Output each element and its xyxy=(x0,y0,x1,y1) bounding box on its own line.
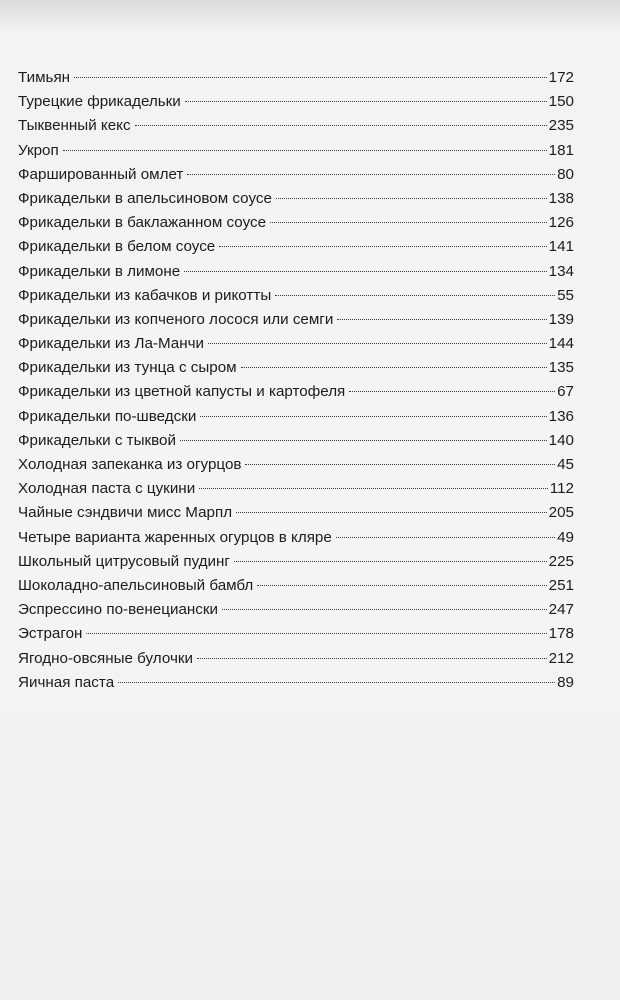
index-entry xyxy=(18,235,574,259)
dot-leader xyxy=(208,343,547,344)
index-entry xyxy=(18,574,574,598)
dot-leader xyxy=(185,101,547,102)
entry-title: Тыквенный кекс xyxy=(18,117,131,135)
index-entry xyxy=(18,187,574,211)
entry-page-number: 89 xyxy=(557,673,574,691)
index-entry xyxy=(18,356,574,380)
entry-title: Эспрессино по-венециански xyxy=(18,601,218,619)
entry-title: Фаршированный омлет xyxy=(18,165,184,183)
entry-title: Школьный цитрусовый пудинг xyxy=(18,552,230,570)
entry-page-number: 139 xyxy=(548,310,574,328)
entry-title: Холодная запеканка из огурцов xyxy=(18,456,242,473)
dot-leader xyxy=(184,271,546,272)
dot-leader xyxy=(257,585,546,586)
dot-leader xyxy=(187,174,555,175)
dot-leader xyxy=(336,537,555,538)
entry-title: Фрикадельки по-шведски xyxy=(18,407,197,425)
entry-page-number: 126 xyxy=(548,214,574,232)
entry-title: Фрикадельки в белом соусе xyxy=(18,238,216,256)
index-entry xyxy=(18,622,574,646)
dot-leader xyxy=(197,658,547,659)
entry-title: Фрикадельки из кабачков и рикотты xyxy=(18,286,272,304)
entry-page-number: 205 xyxy=(548,504,574,522)
index-entry xyxy=(18,380,574,404)
page-top-shadow xyxy=(0,0,620,34)
dot-leader xyxy=(276,198,547,199)
index-entry xyxy=(18,453,574,477)
index-entry xyxy=(18,501,574,525)
entry-title: Чайные сэндвичи мисс Марпл xyxy=(18,504,233,522)
entry-page-number: 45 xyxy=(557,456,574,473)
dot-leader xyxy=(200,416,546,417)
entry-page-number: 135 xyxy=(548,359,574,377)
entry-page-number: 181 xyxy=(548,141,574,159)
entry-page-number: 172 xyxy=(548,69,574,86)
entry-page-number: 235 xyxy=(548,117,574,135)
entry-page-number: 80 xyxy=(557,165,574,183)
entry-page-number: 225 xyxy=(548,552,574,570)
recipe-index-list xyxy=(18,66,574,695)
dot-leader xyxy=(349,391,555,392)
entry-title: Фрикадельки из тунца с сыром xyxy=(18,359,237,377)
dot-leader xyxy=(234,561,547,562)
entry-title: Фрикадельки с тыквой xyxy=(18,431,176,449)
entry-title: Тимьян xyxy=(18,69,71,86)
entry-page-number: 140 xyxy=(548,431,574,449)
entry-title: Фрикадельки из копченого лосося или семги xyxy=(18,310,334,328)
entry-title: Укроп xyxy=(18,141,59,159)
entry-title: Эстрагон xyxy=(18,625,83,643)
dot-leader xyxy=(270,222,547,223)
index-entry xyxy=(18,308,574,332)
entry-title: Яичная паста xyxy=(18,673,115,691)
index-entry xyxy=(18,163,574,187)
entry-page-number: 251 xyxy=(548,576,574,594)
entry-title: Фрикадельки из цветной капусты и картофеля xyxy=(18,383,346,401)
dot-leader xyxy=(180,440,547,441)
dot-leader xyxy=(219,246,546,247)
entry-title: Четыре варианта жаренных огурцов в кляре xyxy=(18,528,332,546)
index-entry xyxy=(18,550,574,574)
entry-page-number: 136 xyxy=(548,407,574,425)
index-entry xyxy=(18,405,574,429)
entry-page-number: 67 xyxy=(557,383,574,401)
index-entry xyxy=(18,284,574,308)
entry-page-number: 49 xyxy=(557,528,574,546)
entry-title: Фрикадельки в баклажанном соусе xyxy=(18,214,267,232)
index-entry xyxy=(18,598,574,622)
entry-page-number: 55 xyxy=(557,286,574,304)
entry-title: Фрикадельки в апельсиновом соусе xyxy=(18,189,272,207)
entry-title: Шоколадно-апельсиновый бамбл xyxy=(18,576,254,594)
entry-page-number: 134 xyxy=(548,262,574,280)
entry-page-number: 144 xyxy=(548,335,574,353)
entry-title: Турецкие фрикадельки xyxy=(18,93,181,111)
index-entry xyxy=(18,429,574,453)
entry-page-number: 112 xyxy=(549,480,574,498)
dot-leader xyxy=(241,367,547,368)
index-entry xyxy=(18,526,574,550)
dot-leader xyxy=(245,464,555,465)
entry-title: Фрикадельки в лимоне xyxy=(18,262,181,280)
entry-title: Ягодно-овсяные булочки xyxy=(18,649,193,667)
dot-leader xyxy=(199,488,548,489)
entry-title: Холодная паста с цукини xyxy=(18,480,196,498)
index-entry xyxy=(18,671,574,695)
dot-leader xyxy=(222,609,547,610)
index-entry xyxy=(18,477,574,501)
dot-leader xyxy=(74,77,547,78)
dot-leader xyxy=(86,633,546,634)
index-entry xyxy=(18,114,574,138)
dot-leader xyxy=(337,319,546,320)
entry-page-number: 141 xyxy=(548,238,574,256)
entry-page-number: 212 xyxy=(548,649,574,667)
dot-leader xyxy=(63,150,547,151)
index-entry xyxy=(18,66,574,90)
entry-page-number: 178 xyxy=(548,625,574,643)
index-entry xyxy=(18,139,574,163)
dot-leader xyxy=(275,295,555,296)
entry-page-number: 150 xyxy=(548,93,574,111)
index-entry xyxy=(18,211,574,235)
entry-title: Фрикадельки из Ла-Манчи xyxy=(18,335,205,353)
entry-page-number: 138 xyxy=(548,189,574,207)
index-entry xyxy=(18,260,574,284)
index-entry xyxy=(18,647,574,671)
dot-leader xyxy=(118,682,555,683)
dot-leader xyxy=(135,125,547,126)
entry-page-number: 247 xyxy=(548,601,574,619)
dot-leader xyxy=(236,512,547,513)
index-entry xyxy=(18,332,574,356)
index-entry xyxy=(18,90,574,114)
